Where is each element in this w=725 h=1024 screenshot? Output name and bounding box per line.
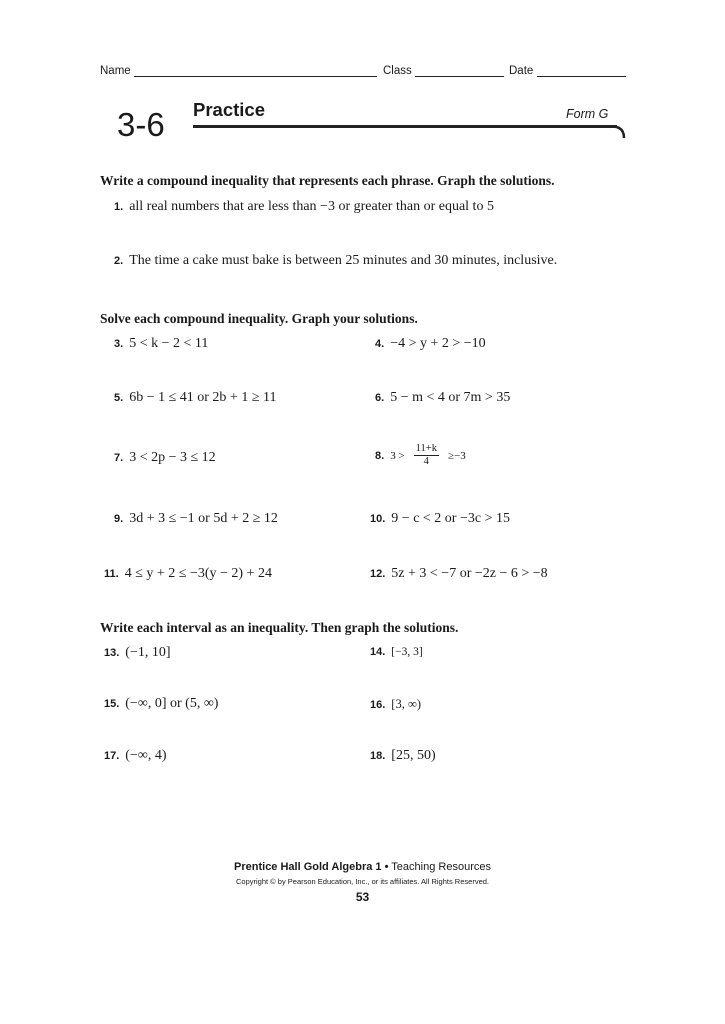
problem-number: 11. xyxy=(104,568,119,580)
section3-instruction: Write each interval as an inequality. Then graph the solutions. xyxy=(100,620,459,635)
problem-text: (−∞, 0] or (5, ∞) xyxy=(125,696,219,711)
problem-number: 18. xyxy=(370,750,386,762)
problem-number: 16. xyxy=(370,699,386,711)
lesson-number: 3-6 xyxy=(117,106,165,143)
problem-text: 9 − c < 2 or −3c > 15 xyxy=(391,511,510,526)
problem-number: 14. xyxy=(370,646,386,658)
problem-number: 7. xyxy=(114,452,124,464)
name-label: Name xyxy=(100,65,131,77)
problem-15 xyxy=(104,696,218,712)
footer-book-rest: Teaching Resources xyxy=(388,861,491,873)
problem-text: [25, 50) xyxy=(391,748,436,763)
problem-4 xyxy=(375,336,486,352)
problem-text-right: ≥−3 xyxy=(447,449,466,462)
problem-12 xyxy=(370,566,548,582)
problem-6 xyxy=(375,390,510,406)
page-title: Practice xyxy=(193,99,265,120)
problem-text: 3d + 3 ≤ −1 or 5d + 2 ≥ 12 xyxy=(129,511,278,526)
problem-text: −4 > y + 2 > −10 xyxy=(390,336,486,351)
problem-number: 6. xyxy=(375,392,385,404)
problem-number: 15. xyxy=(104,698,120,710)
problem-number: 1. xyxy=(114,201,124,213)
class-label: Class xyxy=(383,65,412,77)
problem-10 xyxy=(370,511,510,527)
problem-number: 5. xyxy=(114,392,124,404)
problem-number: 2. xyxy=(114,255,124,267)
fraction-numerator: 11+k xyxy=(415,443,437,454)
fraction xyxy=(414,443,439,468)
problem-text: (−1, 10] xyxy=(125,645,171,660)
problem-text: 3 < 2p − 3 ≤ 12 xyxy=(129,450,216,465)
footer-book-bold: Prentice Hall Gold Algebra 1 • xyxy=(234,861,389,873)
problem-number: 9. xyxy=(114,513,124,525)
section2-instruction: Solve each compound inequality. Graph your solutions. xyxy=(100,311,418,326)
problem-number: 8. xyxy=(375,449,385,462)
class-line xyxy=(415,76,504,77)
fraction-denominator: 4 xyxy=(423,456,429,467)
problem-5 xyxy=(114,390,277,406)
footer-copyright: Copyright © by Pearson Education, Inc., or its affiliates. All Rights Reserved. xyxy=(235,877,489,886)
problem-text: 4 ≤ y + 2 ≤ −3(y − 2) + 24 xyxy=(124,566,272,581)
problem-11 xyxy=(104,566,272,582)
problem-1 xyxy=(114,199,494,215)
problem-text: 5z + 3 < −7 or −2z − 6 > −8 xyxy=(391,566,548,581)
problem-text-left: 3 > xyxy=(390,449,405,462)
problem-2 xyxy=(114,253,557,269)
problem-7 xyxy=(114,450,216,466)
problem-number: 12. xyxy=(370,568,386,580)
form-label: Form G xyxy=(566,107,609,121)
problem-number: 4. xyxy=(375,338,385,350)
problem-text: [3, ∞) xyxy=(391,697,422,711)
problem-14 xyxy=(370,646,423,658)
problem-16 xyxy=(370,697,421,712)
problem-text: 5 < k − 2 < 11 xyxy=(129,336,209,351)
problem-3 xyxy=(114,336,208,352)
problem-17 xyxy=(104,748,167,764)
date-line xyxy=(537,76,626,77)
problem-number: 3. xyxy=(114,338,124,350)
date-label: Date xyxy=(509,65,534,77)
problem-text: The time a cake must bake is between 25 minutes and 30 minutes, inclusive. xyxy=(129,253,558,268)
problem-text: all real numbers that are less than −3 or greater than or equal to 5 xyxy=(129,199,494,214)
problem-text: (−∞, 4) xyxy=(125,748,167,763)
problem-9 xyxy=(114,511,278,527)
problem-text: 5 − m < 4 or 7m > 35 xyxy=(390,390,511,405)
section1-instruction: Write a compound inequality that represents each phrase. Graph the solutions. xyxy=(100,173,555,188)
problem-text: 6b − 1 ≤ 41 or 2b + 1 ≥ 11 xyxy=(129,390,277,405)
problem-13 xyxy=(104,645,171,661)
title-rule-curve xyxy=(612,125,626,139)
footer-book-title xyxy=(0,861,725,873)
name-line xyxy=(134,76,377,77)
problem-number: 17. xyxy=(104,750,120,762)
problem-18 xyxy=(370,748,436,764)
title-rule xyxy=(193,125,617,128)
problem-number: 10. xyxy=(370,513,386,525)
problem-8 xyxy=(375,443,466,468)
problem-number: 13. xyxy=(104,647,120,659)
problem-text: [−3, 3] xyxy=(391,646,423,658)
page-number: 53 xyxy=(355,890,370,904)
